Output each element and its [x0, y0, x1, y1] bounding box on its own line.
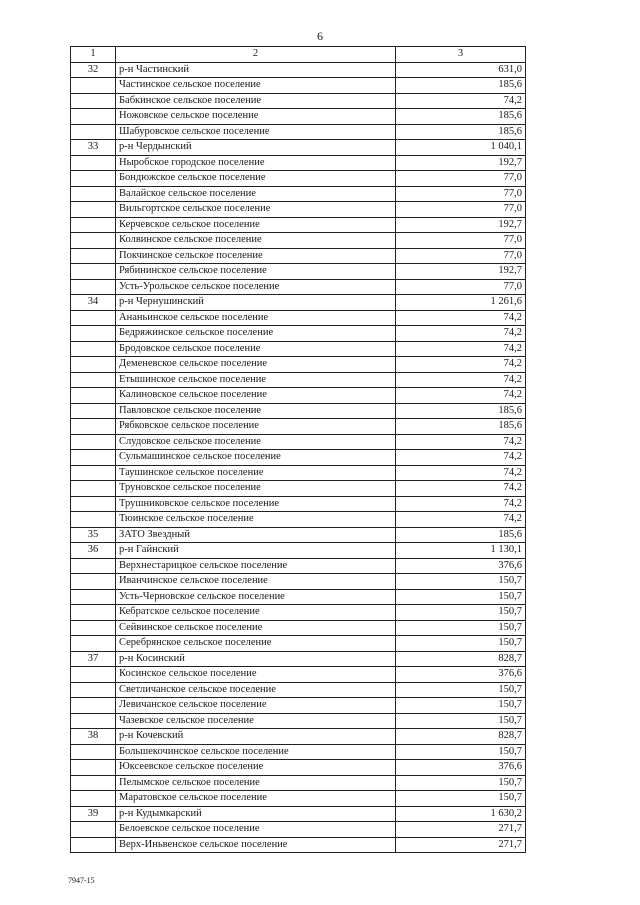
table-row	[71, 760, 526, 776]
table-row	[71, 341, 526, 357]
row-value-cell: 77,0	[396, 202, 526, 218]
table-row	[71, 388, 526, 404]
row-value-cell: 74,2	[396, 450, 526, 466]
table-row	[71, 93, 526, 109]
row-number-cell: 39	[71, 806, 116, 822]
row-value-cell: 376,6	[396, 667, 526, 683]
row-value-cell: 150,7	[396, 744, 526, 760]
row-value-cell: 271,7	[396, 837, 526, 853]
row-name-cell: Труновское сельское поселение	[116, 481, 396, 497]
row-name-cell: Рябковское сельское поселение	[116, 419, 396, 435]
row-value-cell: 150,7	[396, 791, 526, 807]
row-number-cell: 34	[71, 295, 116, 311]
row-number-cell	[71, 388, 116, 404]
row-name-cell: Усть-Черновское сельское поселение	[116, 589, 396, 605]
row-number-cell	[71, 713, 116, 729]
row-name-cell: Усть-Урольское сельское поселение	[116, 279, 396, 295]
row-value-cell: 150,7	[396, 698, 526, 714]
row-value-cell: 192,7	[396, 217, 526, 233]
row-value-cell: 185,6	[396, 403, 526, 419]
table-row	[71, 310, 526, 326]
row-name-cell: Кебратское сельское поселение	[116, 605, 396, 621]
row-number-cell	[71, 496, 116, 512]
table-row	[71, 605, 526, 621]
row-number-cell	[71, 248, 116, 264]
row-number-cell	[71, 202, 116, 218]
row-number-cell	[71, 744, 116, 760]
table-row	[71, 295, 526, 311]
row-number-cell	[71, 326, 116, 342]
row-name-cell: Верх-Иньвенское сельское поселение	[116, 837, 396, 853]
row-number-cell	[71, 574, 116, 590]
row-value-cell: 185,6	[396, 124, 526, 140]
row-number-cell	[71, 124, 116, 140]
row-number-cell: 38	[71, 729, 116, 745]
row-name-cell: Етышинское сельское поселение	[116, 372, 396, 388]
row-number-cell: 37	[71, 651, 116, 667]
column-header-name: 2	[116, 47, 396, 63]
table-row	[71, 78, 526, 94]
row-name-cell: Ананьинское сельское поселение	[116, 310, 396, 326]
row-name-cell: Вильгортское сельское поселение	[116, 202, 396, 218]
table-row	[71, 450, 526, 466]
row-value-cell: 192,7	[396, 155, 526, 171]
table-row	[71, 124, 526, 140]
row-value-cell: 150,7	[396, 775, 526, 791]
table-row	[71, 791, 526, 807]
row-number-cell	[71, 109, 116, 125]
row-value-cell: 150,7	[396, 589, 526, 605]
row-number-cell	[71, 434, 116, 450]
table-row	[71, 155, 526, 171]
row-name-cell: р-н Косинский	[116, 651, 396, 667]
table-row	[71, 248, 526, 264]
table-row	[71, 465, 526, 481]
table-row	[71, 744, 526, 760]
row-number-cell	[71, 279, 116, 295]
row-name-cell: Бедряжинское сельское поселение	[116, 326, 396, 342]
row-name-cell: Светличанское сельское поселение	[116, 682, 396, 698]
row-number-cell	[71, 775, 116, 791]
row-name-cell: Маратовское сельское поселение	[116, 791, 396, 807]
row-number-cell	[71, 481, 116, 497]
row-value-cell: 1 630,2	[396, 806, 526, 822]
row-name-cell: Ныробское городское поселение	[116, 155, 396, 171]
row-name-cell: р-н Кочевский	[116, 729, 396, 745]
row-name-cell: р-н Кудымкарский	[116, 806, 396, 822]
table-row	[71, 837, 526, 853]
row-value-cell: 74,2	[396, 388, 526, 404]
row-value-cell: 77,0	[396, 279, 526, 295]
row-number-cell	[71, 837, 116, 853]
column-header-number: 1	[71, 47, 116, 63]
row-name-cell: Косинское сельское поселение	[116, 667, 396, 683]
row-number-cell	[71, 372, 116, 388]
row-number-cell	[71, 171, 116, 187]
row-number-cell	[71, 636, 116, 652]
row-name-cell: Иванчинское сельское поселение	[116, 574, 396, 590]
row-name-cell: Бондюжское сельское поселение	[116, 171, 396, 187]
row-name-cell: Сейвинское сельское поселение	[116, 620, 396, 636]
row-name-cell: Деменевское сельское поселение	[116, 357, 396, 373]
row-value-cell: 74,2	[396, 434, 526, 450]
row-name-cell: Трушниковское сельское поселение	[116, 496, 396, 512]
row-number-cell	[71, 667, 116, 683]
row-value-cell: 77,0	[396, 186, 526, 202]
row-value-cell: 828,7	[396, 651, 526, 667]
row-number-cell	[71, 341, 116, 357]
row-name-cell: Павловское сельское поселение	[116, 403, 396, 419]
row-value-cell: 150,7	[396, 713, 526, 729]
row-number-cell	[71, 605, 116, 621]
page-number: 6	[317, 29, 323, 43]
table-row	[71, 109, 526, 125]
table-row	[71, 496, 526, 512]
row-value-cell: 1 040,1	[396, 140, 526, 156]
table-row	[71, 372, 526, 388]
row-value-cell: 77,0	[396, 248, 526, 264]
row-name-cell: Керчевское сельское поселение	[116, 217, 396, 233]
row-number-cell: 35	[71, 527, 116, 543]
table-header-row	[71, 47, 526, 63]
row-number-cell	[71, 419, 116, 435]
row-number-cell: 32	[71, 62, 116, 78]
row-name-cell: Покчинское сельское поселение	[116, 248, 396, 264]
row-number-cell	[71, 698, 116, 714]
table-row	[71, 574, 526, 590]
row-value-cell: 185,6	[396, 419, 526, 435]
table-row	[71, 403, 526, 419]
table-row	[71, 558, 526, 574]
row-number-cell	[71, 682, 116, 698]
row-name-cell: Тюинское сельское поселение	[116, 512, 396, 528]
table-row	[71, 543, 526, 559]
row-value-cell: 376,6	[396, 558, 526, 574]
table-row	[71, 202, 526, 218]
row-name-cell: Серебрянское сельское поселение	[116, 636, 396, 652]
row-number-cell	[71, 78, 116, 94]
table-row	[71, 667, 526, 683]
row-name-cell: Шабуровское сельское поселение	[116, 124, 396, 140]
row-value-cell: 150,7	[396, 574, 526, 590]
row-name-cell: Рябининское сельское поселение	[116, 264, 396, 280]
row-number-cell	[71, 450, 116, 466]
table-row	[71, 264, 526, 280]
row-value-cell: 77,0	[396, 233, 526, 249]
row-number-cell	[71, 357, 116, 373]
row-value-cell: 74,2	[396, 341, 526, 357]
table-row	[71, 636, 526, 652]
row-value-cell: 74,2	[396, 512, 526, 528]
row-value-cell: 150,7	[396, 682, 526, 698]
table-row	[71, 140, 526, 156]
row-number-cell	[71, 465, 116, 481]
row-name-cell: Ножовское сельское поселение	[116, 109, 396, 125]
row-number-cell	[71, 155, 116, 171]
row-value-cell: 376,6	[396, 760, 526, 776]
table-row	[71, 481, 526, 497]
row-number-cell	[71, 589, 116, 605]
row-number-cell	[71, 403, 116, 419]
row-name-cell: Слудовское сельское поселение	[116, 434, 396, 450]
row-value-cell: 74,2	[396, 372, 526, 388]
row-number-cell	[71, 760, 116, 776]
row-number-cell: 33	[71, 140, 116, 156]
row-value-cell: 74,2	[396, 496, 526, 512]
row-name-cell: Пелымское сельское поселение	[116, 775, 396, 791]
row-value-cell: 185,6	[396, 78, 526, 94]
table-row	[71, 171, 526, 187]
row-name-cell: р-н Гайнский	[116, 543, 396, 559]
row-name-cell: р-н Частинский	[116, 62, 396, 78]
table-row	[71, 186, 526, 202]
row-value-cell: 271,7	[396, 822, 526, 838]
table-row	[71, 682, 526, 698]
row-value-cell: 74,2	[396, 93, 526, 109]
row-value-cell: 631,0	[396, 62, 526, 78]
row-value-cell: 150,7	[396, 636, 526, 652]
table-row	[71, 822, 526, 838]
row-name-cell: Валайское сельское поселение	[116, 186, 396, 202]
table-row	[71, 527, 526, 543]
row-number-cell	[71, 93, 116, 109]
row-name-cell: Юксеевское сельское поселение	[116, 760, 396, 776]
table-row	[71, 806, 526, 822]
row-value-cell: 74,2	[396, 465, 526, 481]
document-code: 7947-15	[68, 876, 95, 885]
row-number-cell	[71, 310, 116, 326]
row-name-cell: р-н Чердынский	[116, 140, 396, 156]
row-name-cell: Сульмашинское сельское поселение	[116, 450, 396, 466]
row-number-cell	[71, 822, 116, 838]
row-value-cell: 185,6	[396, 527, 526, 543]
row-value-cell: 74,2	[396, 326, 526, 342]
table-body	[71, 62, 526, 853]
row-name-cell: Таушинское сельское поселение	[116, 465, 396, 481]
column-header-value: 3	[396, 47, 526, 63]
row-number-cell	[71, 264, 116, 280]
table-row	[71, 729, 526, 745]
row-number-cell	[71, 217, 116, 233]
table-row	[71, 713, 526, 729]
row-name-cell: Верхнестарицкое сельское поселение	[116, 558, 396, 574]
row-value-cell: 1 130,1	[396, 543, 526, 559]
row-name-cell: Большекочинское сельское поселение	[116, 744, 396, 760]
row-name-cell: Колвинское сельское поселение	[116, 233, 396, 249]
table-row	[71, 326, 526, 342]
table-row	[71, 357, 526, 373]
table-row	[71, 217, 526, 233]
row-name-cell: Бродовское сельское поселение	[116, 341, 396, 357]
row-value-cell: 150,7	[396, 605, 526, 621]
row-number-cell	[71, 558, 116, 574]
row-value-cell: 150,7	[396, 620, 526, 636]
table-row	[71, 434, 526, 450]
row-name-cell: Чазевское сельское поселение	[116, 713, 396, 729]
row-value-cell: 192,7	[396, 264, 526, 280]
row-number-cell	[71, 512, 116, 528]
row-name-cell: Белоевское сельское поселение	[116, 822, 396, 838]
table-row	[71, 512, 526, 528]
row-name-cell: Калиновское сельское поселение	[116, 388, 396, 404]
table-row	[71, 775, 526, 791]
row-value-cell: 185,6	[396, 109, 526, 125]
table-row	[71, 279, 526, 295]
table-row	[71, 620, 526, 636]
row-number-cell	[71, 791, 116, 807]
row-value-cell: 74,2	[396, 357, 526, 373]
table-row	[71, 62, 526, 78]
row-number-cell: 36	[71, 543, 116, 559]
allocation-table	[70, 46, 526, 853]
row-number-cell	[71, 186, 116, 202]
row-value-cell: 74,2	[396, 310, 526, 326]
table-row	[71, 419, 526, 435]
row-value-cell: 828,7	[396, 729, 526, 745]
row-value-cell: 77,0	[396, 171, 526, 187]
row-value-cell: 74,2	[396, 481, 526, 497]
row-number-cell	[71, 620, 116, 636]
row-name-cell: Частинское сельское поселение	[116, 78, 396, 94]
row-value-cell: 1 261,6	[396, 295, 526, 311]
row-name-cell: р-н Чернушинский	[116, 295, 396, 311]
row-number-cell	[71, 233, 116, 249]
table-row	[71, 651, 526, 667]
table-row	[71, 589, 526, 605]
table-row	[71, 233, 526, 249]
row-name-cell: ЗАТО Звездный	[116, 527, 396, 543]
row-name-cell: Левичанское сельское поселение	[116, 698, 396, 714]
row-name-cell: Бабкинское сельское поселение	[116, 93, 396, 109]
table-row	[71, 698, 526, 714]
